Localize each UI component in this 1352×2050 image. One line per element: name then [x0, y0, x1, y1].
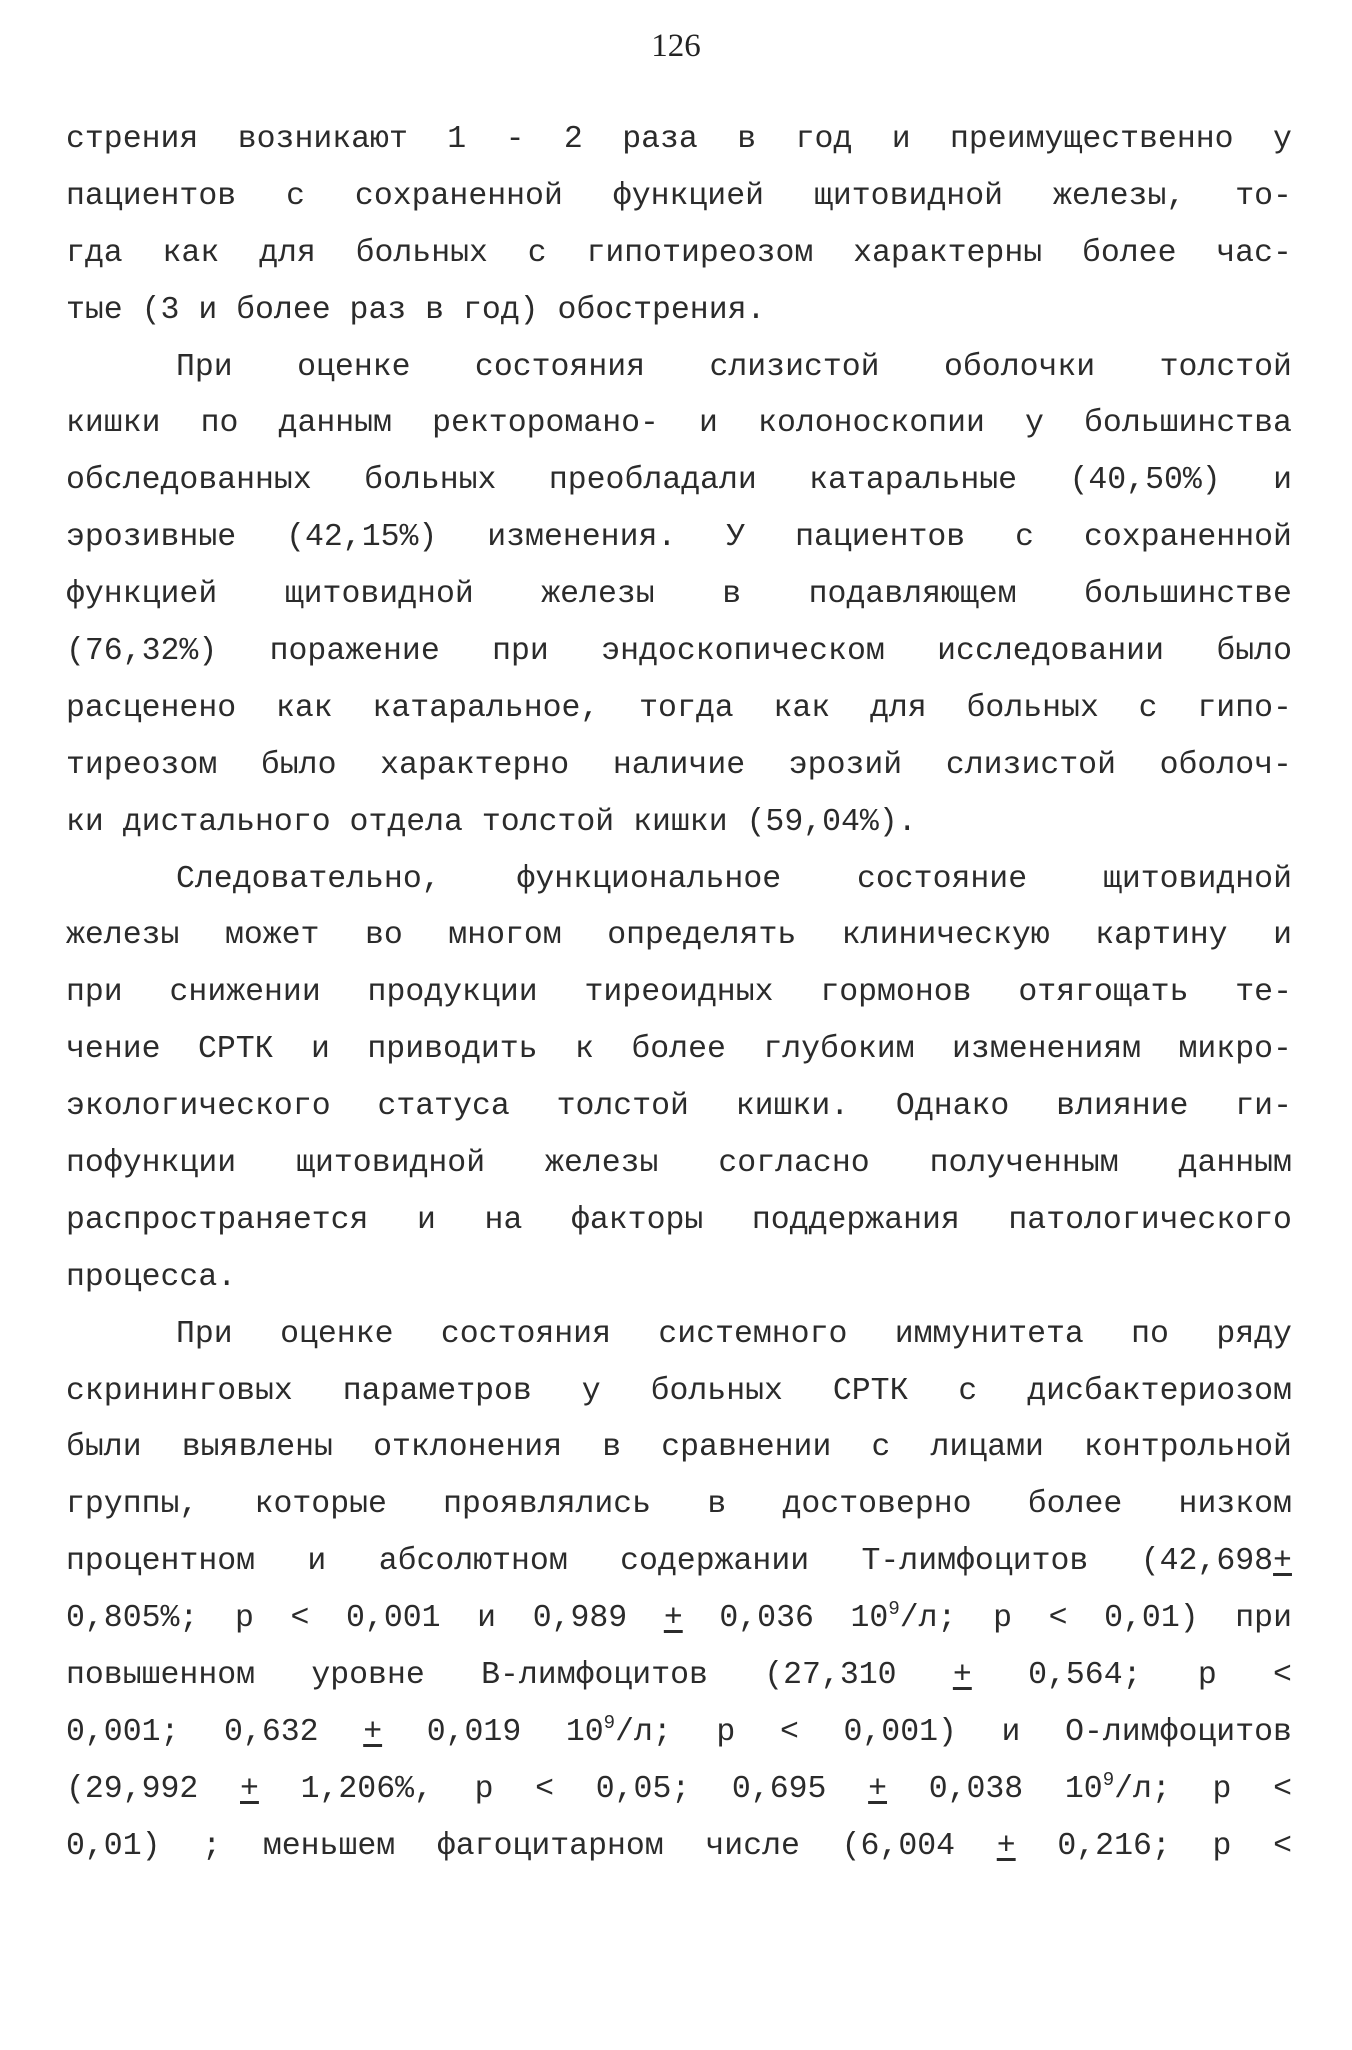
word: низком	[1178, 1487, 1292, 1523]
word: отклонения	[373, 1430, 563, 1466]
word: состояния	[440, 1316, 611, 1352]
word: и	[1001, 1714, 1021, 1750]
word: ряду	[1216, 1316, 1292, 1352]
word: катаральные	[809, 463, 1018, 499]
text-line	[66, 624, 1292, 681]
word: то-	[1235, 178, 1292, 214]
word: данным	[278, 406, 392, 442]
text-line	[66, 1022, 1292, 1079]
word: раза	[622, 122, 698, 157]
word: преимущественно	[950, 122, 1234, 157]
word: р	[1212, 1771, 1232, 1807]
word: ректороманo-	[432, 406, 659, 442]
text-line	[66, 1079, 1292, 1136]
text-line	[66, 1762, 1292, 1819]
word: содержании	[620, 1544, 810, 1580]
word: СРТК	[832, 1373, 909, 1409]
word: +	[996, 1828, 1016, 1864]
word: патологического	[1008, 1202, 1292, 1238]
text-line	[66, 1534, 1292, 1591]
word: 1,206%,	[300, 1771, 433, 1807]
word: достоверно	[782, 1487, 972, 1523]
word: и	[417, 1202, 436, 1238]
word: определять	[607, 918, 797, 954]
word: с	[871, 1430, 891, 1466]
page-number: 126	[651, 28, 701, 64]
word: р	[716, 1714, 736, 1750]
word: сохраненной	[1083, 520, 1292, 556]
word: гипотиреозом	[586, 235, 814, 271]
word: статуса	[377, 1089, 510, 1125]
word: и	[477, 1601, 497, 1637]
word: было	[260, 747, 337, 783]
word: 2	[563, 122, 583, 157]
text-line	[66, 1477, 1292, 1534]
word: гормонов	[820, 975, 972, 1011]
word: слизистой	[945, 747, 1116, 783]
word: 0,001	[346, 1601, 441, 1637]
word: 0,216;	[1057, 1828, 1171, 1864]
word: большинстве	[1084, 577, 1292, 613]
word: характерно	[380, 747, 570, 783]
word: с	[958, 1373, 978, 1409]
text-line	[66, 567, 1292, 624]
word: катаральное,	[372, 690, 600, 726]
word: железы	[545, 1146, 659, 1182]
word: тиреоидных	[584, 975, 774, 1011]
word: щитовидной	[813, 178, 1003, 214]
word: 1	[447, 122, 467, 157]
word: во	[364, 918, 403, 954]
word: по	[1131, 1316, 1169, 1352]
text-line	[66, 1364, 1292, 1421]
word: картину	[1095, 918, 1228, 954]
word: в	[707, 1487, 727, 1523]
word: железы	[66, 918, 180, 954]
word: к	[575, 1032, 594, 1068]
word: чение	[66, 1032, 161, 1068]
word: При	[176, 349, 233, 385]
word: +	[952, 1658, 972, 1694]
word: щитовидной	[284, 577, 474, 613]
word: Следовательно,	[176, 861, 441, 897]
word: ки дистального отдела толстой кишки (59,04%).	[66, 804, 917, 840]
word: процесса.	[66, 1259, 237, 1295]
word: год	[795, 122, 853, 157]
word: дисбактериозом	[1027, 1373, 1292, 1409]
word: приводить	[367, 1032, 538, 1068]
word: иммунитета	[894, 1316, 1084, 1352]
word: р	[993, 1601, 1012, 1637]
word: (27,310	[764, 1658, 897, 1694]
word: толстой	[556, 1089, 689, 1125]
word: меньшем	[262, 1828, 396, 1864]
word: и	[699, 406, 718, 442]
word: как	[162, 235, 220, 271]
word: глубоким	[763, 1032, 915, 1068]
word: в	[722, 577, 742, 613]
word: и	[1273, 918, 1292, 954]
word: 0,695	[731, 1771, 827, 1807]
text-line	[66, 453, 1292, 510]
word: 0,01)	[66, 1828, 161, 1864]
word: более	[1027, 1487, 1123, 1523]
word: больных	[355, 235, 488, 271]
word: тогда	[639, 690, 734, 726]
word: сравнении	[661, 1430, 832, 1466]
word: (42,15%)	[286, 520, 438, 556]
word: 0,019	[426, 1714, 522, 1750]
word: 0,805%;	[66, 1601, 199, 1637]
word: р	[234, 1601, 254, 1637]
word: (29,992	[66, 1771, 199, 1807]
word: р	[1212, 1828, 1232, 1864]
word: 0,564;	[1028, 1658, 1142, 1694]
word: и	[311, 1032, 330, 1068]
word: экологического	[66, 1089, 331, 1125]
word: данным	[1178, 1146, 1292, 1182]
word: слизистой	[709, 349, 880, 385]
word: ;	[202, 1828, 222, 1864]
word: щитовидной	[296, 1146, 486, 1182]
word: продукции	[367, 975, 538, 1011]
word: отягощать	[1018, 975, 1189, 1011]
word: изменениям	[952, 1032, 1142, 1068]
word: у	[1025, 406, 1044, 442]
word: поддержания	[751, 1202, 960, 1238]
word: влияние	[1056, 1089, 1189, 1125]
word: проявлялись	[443, 1487, 652, 1523]
word: контрольной	[1084, 1430, 1292, 1466]
word: толстой	[1159, 349, 1292, 385]
word: +	[363, 1714, 383, 1750]
word: <	[1048, 1601, 1068, 1637]
word: по	[200, 406, 239, 442]
word: (42,698+	[1140, 1544, 1292, 1580]
text-line	[66, 681, 1292, 738]
word: +	[868, 1771, 888, 1807]
word: СРТК	[197, 1032, 274, 1068]
word: согласно	[718, 1146, 870, 1182]
word: Т-лимфоцитов	[861, 1544, 1089, 1580]
word: которые	[254, 1487, 387, 1523]
word: повышенном	[66, 1658, 256, 1694]
word: (76,32%)	[66, 634, 218, 670]
text-line	[66, 1420, 1292, 1477]
word: в	[737, 122, 757, 157]
word: группы,	[66, 1487, 199, 1523]
word: 0,001;	[66, 1714, 180, 1750]
text-line	[66, 283, 1292, 340]
word: с	[527, 235, 547, 271]
word: как	[773, 690, 831, 726]
word: числе	[705, 1828, 800, 1864]
word: железы	[541, 577, 655, 613]
word: кишки	[66, 406, 161, 442]
word: оценке	[280, 1316, 394, 1352]
word: те-	[1235, 975, 1292, 1011]
word: для	[259, 235, 316, 271]
word: сохраненной	[354, 178, 563, 214]
word: состояние	[856, 861, 1028, 897]
word: может	[224, 918, 320, 954]
word: 0,632	[224, 1714, 319, 1750]
word: при	[1235, 1601, 1292, 1637]
word: микро-	[1178, 1032, 1292, 1068]
word: оболоч-	[1159, 747, 1292, 783]
word: выявлены	[181, 1430, 333, 1466]
text-line	[66, 1136, 1292, 1193]
word: факторы	[570, 1202, 704, 1238]
word: -	[505, 122, 525, 157]
text-line	[66, 340, 1292, 397]
text-line	[66, 738, 1292, 795]
word: более	[631, 1032, 726, 1068]
word: скрининговых	[66, 1373, 293, 1409]
word: $10^9/л$;	[565, 1711, 672, 1750]
word: при	[66, 975, 123, 1011]
word: гда	[66, 235, 123, 271]
word: при	[492, 634, 549, 670]
word: как	[275, 690, 333, 726]
word: тиреозом	[66, 747, 218, 783]
word: поражение	[269, 634, 440, 670]
word: О-лимфоцитов	[1065, 1714, 1292, 1750]
word: в	[602, 1430, 622, 1466]
word: с	[286, 178, 305, 214]
word: процентном	[66, 1544, 256, 1580]
text-line	[66, 1648, 1292, 1705]
word: многом	[448, 918, 562, 954]
word: 0,001)	[843, 1714, 957, 1750]
word: изменения.	[487, 520, 677, 556]
word: подавляющем	[808, 577, 1017, 613]
word: 0,038	[928, 1771, 1024, 1807]
word: <	[1273, 1771, 1292, 1807]
word: ги-	[1235, 1089, 1292, 1125]
text-line	[66, 1705, 1292, 1762]
word: наличие	[612, 747, 746, 783]
word: (6,004	[841, 1828, 956, 1864]
word: распространяется	[66, 1202, 369, 1238]
word: обследованных	[66, 463, 312, 499]
word: эндоскопическом	[601, 634, 885, 670]
word: <	[1273, 1658, 1292, 1694]
word: у	[581, 1373, 601, 1409]
word: (40,50%)	[1069, 463, 1221, 499]
word: оболочки	[943, 349, 1096, 385]
word: стрения	[66, 122, 199, 157]
text-line	[66, 1193, 1292, 1250]
word: было	[1216, 634, 1292, 670]
word: кишки.	[735, 1089, 850, 1125]
word: 0,989	[532, 1601, 628, 1637]
word: тые (3 и более раз в год) обострения.	[66, 292, 766, 328]
word: +	[240, 1771, 259, 1807]
word: эрозий	[788, 747, 903, 783]
word: полученным	[929, 1146, 1119, 1182]
text-line	[66, 1307, 1292, 1364]
word: В-лимфоцитов	[481, 1658, 708, 1694]
word: функцией	[612, 178, 765, 214]
word: <	[779, 1714, 799, 1750]
word: параметров	[342, 1373, 532, 1409]
word: <	[1273, 1828, 1292, 1864]
word: р	[1197, 1658, 1217, 1694]
word: пофункции	[66, 1146, 237, 1182]
word: абсолютном	[378, 1544, 568, 1580]
word: снижении	[169, 975, 321, 1011]
word: для	[870, 690, 927, 726]
word: лицами	[930, 1430, 1044, 1466]
body-text	[66, 112, 1292, 1876]
word: с	[1138, 690, 1158, 726]
text-line	[66, 169, 1292, 226]
text-line	[66, 1591, 1292, 1648]
text-line	[66, 852, 1292, 909]
word: были	[66, 1430, 142, 1466]
word: фагоцитарном	[436, 1828, 664, 1864]
word: более	[1081, 235, 1177, 271]
text-line	[66, 795, 1292, 852]
word: <	[290, 1601, 310, 1637]
word: 0,036	[719, 1601, 814, 1637]
word: состояния	[474, 349, 646, 385]
word: час-	[1216, 235, 1292, 271]
text-line	[66, 112, 1292, 169]
word: функцией	[66, 577, 218, 613]
word: больных	[966, 690, 1099, 726]
text-line	[66, 965, 1292, 1022]
text-line	[66, 1819, 1292, 1876]
text-line	[66, 510, 1292, 567]
word: эрозивные	[66, 520, 237, 556]
word: клиническую	[841, 918, 1050, 954]
word: У	[726, 520, 746, 556]
word: больных	[364, 463, 497, 499]
word: возникают	[237, 122, 408, 157]
word: гипо-	[1197, 690, 1292, 726]
word: +	[663, 1601, 683, 1637]
text-line	[66, 226, 1292, 283]
word: и	[1273, 463, 1292, 499]
word: больных	[650, 1373, 783, 1409]
word: <	[535, 1771, 555, 1807]
word: 0,01)	[1104, 1601, 1199, 1637]
word: уровне	[311, 1658, 425, 1694]
word: При	[176, 1316, 233, 1352]
word: р	[474, 1771, 494, 1807]
word: у	[1272, 122, 1292, 157]
word: функциональное	[516, 861, 782, 897]
word: пациентов	[66, 178, 237, 214]
word: и	[307, 1544, 327, 1580]
word: пациентов	[795, 520, 966, 556]
word: характерны	[853, 235, 1043, 271]
word: колоноскопии	[758, 406, 985, 442]
word: Однако	[895, 1089, 1010, 1125]
word: исследовании	[937, 634, 1164, 670]
word: с	[1015, 520, 1035, 556]
word: на	[484, 1202, 523, 1238]
word: оценке	[297, 349, 411, 385]
word: расценено	[66, 690, 237, 726]
word: преобладали	[548, 463, 757, 499]
word: железы,	[1052, 178, 1186, 214]
word: и	[891, 122, 911, 157]
word: щитовидной	[1102, 861, 1292, 897]
word: $10^9/л$;	[1064, 1768, 1171, 1807]
word: $10^9/л$;	[850, 1598, 957, 1637]
word: большинства	[1084, 406, 1292, 442]
text-line	[66, 908, 1292, 965]
word: системного	[658, 1316, 848, 1352]
word: 0,05;	[595, 1771, 691, 1807]
text-line	[66, 396, 1292, 453]
text-line	[66, 1250, 1292, 1307]
